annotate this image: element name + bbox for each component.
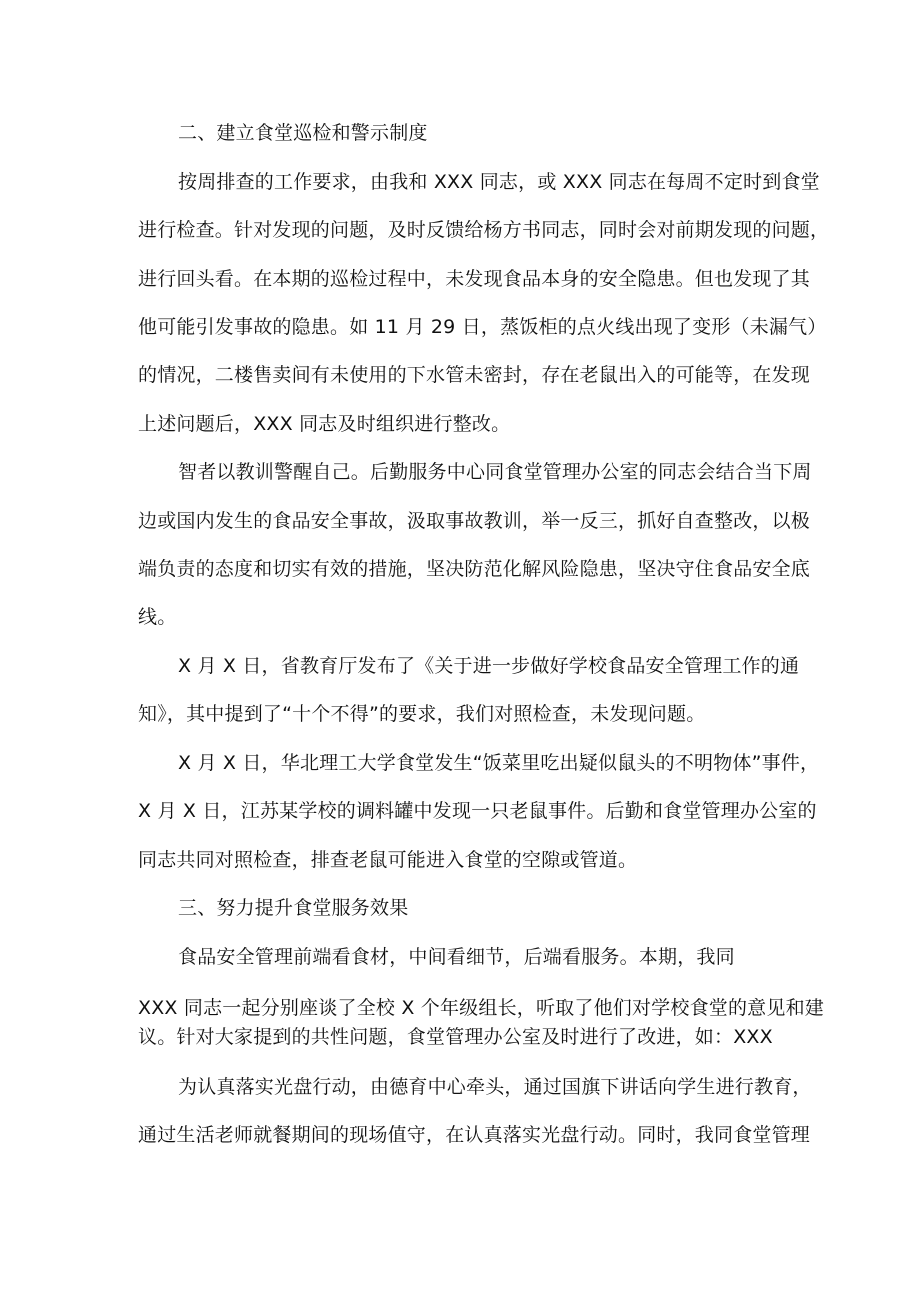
paragraph-line: XXX 同志一起分别座谈了全校 X 个年级组长，听取了他们对学校食堂的意见和建	[138, 997, 824, 1019]
section-heading-2: 二、建立食堂巡检和警示制度	[178, 122, 428, 144]
paragraph-line: 食品安全管理前端看食材，中间看细节，后端看服务。本期，我同	[178, 946, 735, 968]
paragraph-line: 线。	[138, 606, 177, 628]
paragraph-line: X 月 X 日，华北理工大学食堂发生“饭菜里吃出疑似鼠头的不明物体”事件，	[178, 752, 820, 774]
paragraph-line: 他可能引发事故的隐患。如 11 月 29 日，蒸饭柜的点火线出现了变形（未漏气）	[138, 316, 827, 338]
paragraph-line: 通过生活老师就餐期间的现场值守，在认真落实光盘行动。同时，我同食堂管理	[138, 1124, 811, 1146]
paragraph-line: 端负责的态度和切实有效的措施，坚决防范化解风险隐患，坚决守住食品安全底	[138, 558, 811, 580]
paragraph-line: 进行回头看。在本期的巡检过程中，未发现食品本身的安全隐患。但也发现了其	[138, 268, 811, 290]
paragraph-line: 边或国内发生的食品安全事故，汲取事故教训，举一反三，抓好自查整改，以极	[138, 510, 811, 532]
paragraph-line: 议。针对大家提到的共性问题，食堂管理办公室及时进行了改进，如：XXX	[138, 1026, 773, 1048]
section-heading-3: 三、努力提升食堂服务效果	[178, 897, 409, 919]
paragraph-line: 智者以教训警醒自己。后勤服务中心同食堂管理办公室的同志会结合当下周	[178, 461, 812, 483]
paragraph-line: 为认真落实光盘行动，由德育中心牵头，通过国旗下讲话向学生进行教育，	[178, 1076, 812, 1098]
paragraph-line: 的情况，二楼售卖间有未使用的下水管未密封，存在老鼠出入的可能等，在发现	[138, 364, 811, 386]
paragraph-line: 按周排查的工作要求，由我和 XXX 同志，或 XXX 同志在每周不定时到食堂	[178, 171, 820, 193]
paragraph-line: X 月 X 日，省教育厅发布了《关于进一步做好学校食品安全管理工作的通	[178, 655, 800, 677]
paragraph-line: 进行检查。针对发现的问题，及时反馈给杨方书同志，同时会对前期发现的问题，	[138, 219, 830, 241]
paragraph-line: 上述问题后，XXX 同志及时组织进行整改。	[138, 413, 511, 435]
paragraph-line: 同志共同对照检查，排查老鼠可能进入食堂的空隙或管道。	[138, 849, 638, 871]
paragraph-line: 知》，其中提到了“十个不得”的要求，我们对照检查，未发现问题。	[138, 703, 706, 725]
paragraph-line: X 月 X 日，江苏某学校的调料罐中发现一只老鼠事件。后勤和食堂管理办公室的	[138, 800, 817, 822]
